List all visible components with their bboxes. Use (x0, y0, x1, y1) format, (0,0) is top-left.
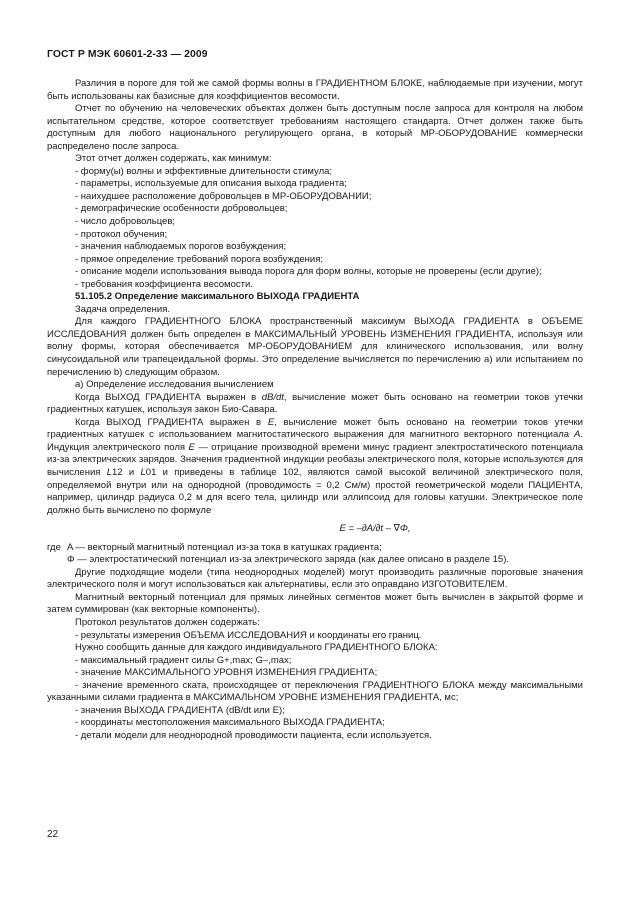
list-item: - протокол обучения; (75, 228, 168, 240)
math-symbol: L (140, 466, 146, 478)
text-run: 01 и приведены в таблице 102, являются самой высокой величиной электрического поля, определяемой внутри или на однородной (проводимость = 0,2 См/м) простой геометрической модели ПАЦИЕНТА, например, цилиндр радиуса 0,2 м для всего тела, цилиндр или эллипсоид для головы катушки. Электрическое поле должно быть вычислено по формуле (47, 466, 584, 516)
paragraph: Другие подходящие модели (типа неоднородных моделей) могут производить различные пороговые значения электрического поля и могут использоваться как альтернативы, если это оправдано ИЗГОТОВИТЕЛЕМ. (47, 566, 583, 591)
list-item: - описание модели использования вывода порога для форм волны, которые не проверены (если другие); (75, 266, 542, 278)
paragraph: Различия в пороге для той же самой формы волны в ГРАДИЕНТНОМ БЛОКЕ, наблюдаемые при изучении, могут быть использованы как базисные для коэффициентов весомости. (47, 78, 583, 102)
paragraph: Задача определения. (75, 303, 170, 315)
page-number: 22 (47, 829, 59, 840)
text-run: 12 и (112, 466, 141, 478)
math-symbol: L (106, 466, 112, 478)
list-item: - наихудшее расположение добровольцев в МР-ОБОРУДОВАНИИ; (75, 190, 372, 202)
where-label: где (47, 541, 61, 553)
where-clause (47, 542, 583, 555)
where-phi: Φ — электростатический потенциал из-за электрического заряда (как далее описано в разделе 15). (67, 554, 510, 566)
paragraph: Магнитный векторный потенциал для прямых линейных сегментов может быть вычислен в закрытой форме и затем суммирован (как векторные компоненты). (47, 591, 583, 616)
paragraph: а) Определение исследования вычислением (75, 379, 274, 391)
paragraph (47, 392, 583, 417)
paragraph (47, 417, 583, 517)
document-header: ГОСТ Р МЭК 60601-2-33 — 2009 (47, 49, 208, 60)
formula: E = –∂A/∂t – ∇Φ, (339, 523, 411, 535)
section-title: 51.105.2 Определение максимального ВЫХОДА ГРАДИЕНТА (75, 291, 360, 303)
text-run: , вычисление может быть основано на геометрии токов утечки градиентных катушек с использованием магнитостатического выражения для магнитного векторного потенциала (47, 416, 583, 441)
list-item: - демографические особенности добровольцев; (75, 203, 288, 215)
list-item: - значение временного ската, происходящее от переключения ГРАДИЕНТНОГО БЛОКА между максимальными указанными силами градиента в МАКСИМАЛЬНОМ УРОВНЕ ИЗМЕНЕНИЯ ГРАДИЕНТА, мс; (47, 679, 583, 704)
list-item: - максимальный градиент силы G+,max; G–,max; (75, 654, 292, 666)
text-run: , вычисление может быть основано на геометрии токов утечки градиентных катушек, используя закон Био-Савара. (47, 391, 583, 416)
where-a: A — векторный магнитный потенциал из-за тока в катушках градиента; (67, 541, 382, 553)
paragraph: Протокол результатов должен содержать: (75, 616, 260, 628)
paragraph: Отчет по обучению на человеческих объектах должен быть доступным после запроса для контроля на любом испытательном средстве, которое соответствует требованиям настоящего стандарта. Отчет должен также быть доступным для любого национального регулирующего органа, в который МР-ОБОРУДОВАНИЕ коммерчески распределено после запроса. (47, 103, 583, 152)
list-item: - значения ВЫХОДА ГРАДИЕНТА (dB/dt или E); (75, 704, 285, 716)
text-run: — отрицание производной времени минус градиент электростатического потенциала из-за электрических зарядов. Значения градиентной индукции реобазы электрического поля, которые используются для вычисления (47, 441, 584, 478)
list-item: - число добровольцев; (75, 216, 176, 228)
list-item: - результаты измерения ОБЪЕМА ИССЛЕДОВАНИЯ и координаты его границ. (75, 629, 422, 641)
text-run: Когда ВЫХОД ГРАДИЕНТА выражен в (75, 391, 262, 403)
text-run: Когда ВЫХОД ГРАДИЕНТА выражен в (75, 416, 268, 428)
text-run: . Индукция электрического поля (47, 429, 583, 453)
list-item: - требования коэффициента весомости. (75, 278, 253, 290)
list-item: - значения наблюдаемых порогов возбуждения; (75, 241, 287, 253)
math-symbol: E (267, 416, 275, 428)
document-body (47, 78, 583, 742)
paragraph: Этот отчет должен содержать, как минимум: (75, 153, 272, 165)
list-item: - прямое определение требований порога возбуждения; (75, 253, 324, 265)
paragraph: Для каждого ГРАДИЕНТНОГО БЛОКА пространственный максимум ВЫХОДА ГРАДИЕНТА в ОБЪЕМЕ ИССЛЕДОВАНИЯ должен быть определен в МАКСИМАЛЬНЫЙ УРОВЕНЬ ИЗМЕНЕНИЯ ГРАДИЕНТА, используя или волну формы, которая обеспечивается МР-ОБОРУДОВАНИЕМ для клинического использования, или волну синусоидальной или трапецеидальной формы. Это определение вычисляется по перечислению а) или испытанием по перечислению b) следующим образом. (47, 316, 583, 378)
list-item: - параметры, используемые для описания выхода градиента; (75, 178, 347, 190)
list-item: - детали модели для неоднородной проводимости пациента, если используется. (75, 729, 432, 741)
math-symbol: dB/dt (261, 391, 284, 403)
math-symbol: A (574, 429, 581, 441)
list-item: - значение МАКСИМАЛЬНОГО УРОВНЯ ИЗМЕНЕНИЯ ГРАДИЕНТА; (75, 667, 378, 679)
list-item: Нужно сообщить данные для каждого индивидуального ГРАДИЕНТНОГО БЛОКА: (75, 642, 438, 654)
list-item: - форму(ы) волны и эффективные длительности стимула; (75, 165, 333, 177)
list-item: - координаты местоположения максимального ВЫХОДА ГРАДИЕНТА; (75, 717, 385, 729)
math-symbol: E (188, 441, 195, 453)
